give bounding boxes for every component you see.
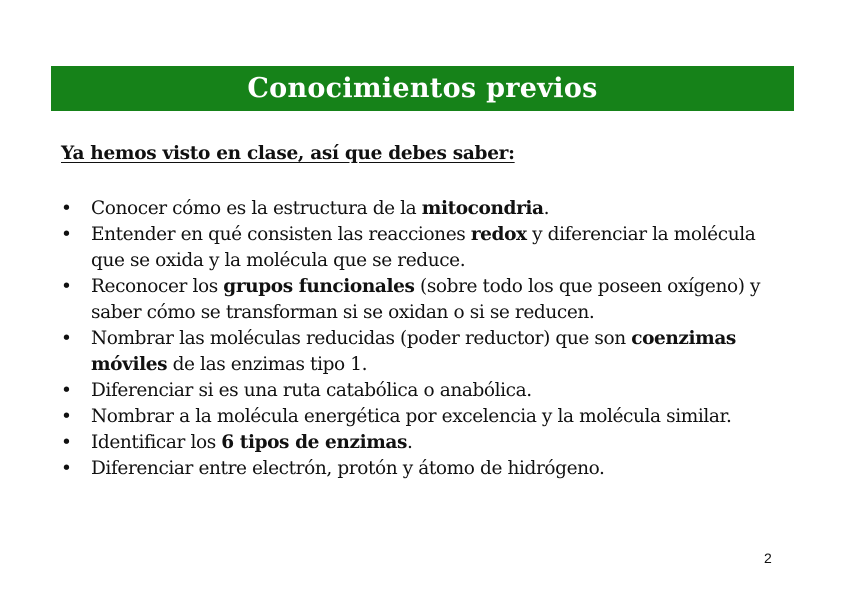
bullet-item — [61, 404, 791, 430]
bullet-item — [61, 378, 791, 404]
bullet-marker: • — [61, 224, 72, 245]
bullet-bold: coenzimas móviles — [91, 328, 736, 375]
bullet-item — [61, 430, 791, 456]
bullet-marker: • — [61, 328, 72, 349]
bullet-marker: • — [61, 406, 72, 427]
bullet-text: Entender en qué consisten las reacciones — [91, 224, 471, 245]
bullet-marker: • — [61, 380, 72, 401]
bullet-text-end: y diferenciar la molécula que se oxida y la molécula que se reduce. — [91, 224, 756, 271]
bullet-item — [61, 222, 791, 274]
title-bar — [51, 66, 794, 111]
bullet-text-end: . — [543, 198, 550, 219]
bullet-item — [61, 196, 791, 222]
bullet-text-end: (sobre todo los que poseen oxígeno) y saber cómo se transforman si se oxidan o si se reducen. — [91, 276, 761, 323]
page-number: 2 — [764, 550, 772, 566]
bullet-text: Nombrar las moléculas reducidas (poder reductor) que son — [91, 328, 632, 349]
bullet-text-end: de las enzimas tipo 1. — [167, 354, 368, 375]
bullet-text-end: . — [406, 432, 413, 453]
bullet-item — [61, 456, 791, 482]
bullet-item — [61, 274, 791, 326]
intro-heading: Ya hemos visto en clase, así que debes saber: — [61, 143, 515, 164]
slide-title: Conocimientos previos — [247, 73, 598, 104]
bullet-bold: 6 tipos de enzimas — [221, 432, 407, 453]
bullet-text: Conocer cómo es la estructura de la — [91, 198, 422, 219]
bullet-bold: mitocondria — [421, 198, 544, 219]
bullet-marker: • — [61, 432, 72, 453]
bullet-item — [61, 326, 791, 378]
bullet-marker: • — [61, 198, 72, 219]
bullet-text: Identificar los — [91, 432, 222, 453]
bullet-bold: redox — [470, 224, 527, 245]
bullet-marker: • — [61, 458, 72, 479]
bullet-text: Reconocer los — [91, 276, 224, 297]
bullet-bold: grupos funcionales — [223, 276, 415, 297]
bullet-marker: • — [61, 276, 72, 297]
bullet-text: Diferenciar si es una ruta catabólica o anabólica. — [91, 380, 532, 401]
bullet-text: Diferenciar entre electrón, protón y átomo de hidrógeno. — [91, 458, 605, 479]
bullet-list — [61, 196, 791, 482]
bullet-text: Nombrar a la molécula energética por excelencia y la molécula similar. — [91, 406, 732, 427]
